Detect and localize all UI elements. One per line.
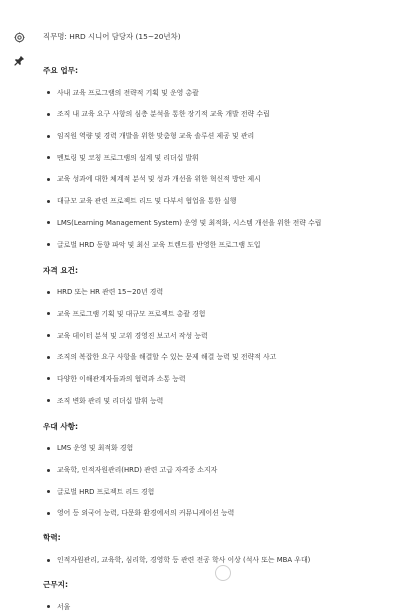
scroll-down-button[interactable] bbox=[215, 565, 231, 581]
section-heading: 우대 사항: bbox=[43, 421, 79, 431]
list-item: 글로벌 HRD 프로젝트 리드 경험 bbox=[43, 486, 403, 498]
list-item: 다양한 이해관계자들과의 협력과 소통 능력 bbox=[43, 373, 403, 385]
list-item: LMS(Learning Management System) 운영 및 최적화, 시스템 개선을 위한 전략 수립 bbox=[43, 217, 403, 229]
list-item: 영어 등 외국어 능력, 다문화 환경에서의 커뮤니케이션 능력 bbox=[43, 507, 403, 519]
section-heading: 자격 요건: bbox=[43, 265, 79, 275]
list-item: 임직원 역량 및 경력 개발을 위한 맞춤형 교육 솔루션 제공 및 관리 bbox=[43, 130, 403, 142]
list-item: 조직 변화 관리 및 리더십 발휘 능력 bbox=[43, 395, 403, 407]
list-item: 대규모 교육 관련 프로젝트 리드 및 다부서 협업을 통한 실행 bbox=[43, 195, 403, 207]
list-item: LMS 운영 및 최적화 경험 bbox=[43, 442, 403, 454]
list-item: 교육 데이터 분석 및 고위 경영진 보고서 작성 능력 bbox=[43, 330, 403, 342]
list-item: 교육학, 인적자원관리(HRD) 관련 고급 자격증 소지자 bbox=[43, 464, 403, 476]
list-item: 조직 내 교육 요구 사항의 심층 분석을 통한 장기적 교육 개발 전략 수립 bbox=[43, 108, 403, 120]
list-item: 인적자원관리, 교육학, 심리학, 경영학 등 관련 전공 학사 이상 (석사 또는 MBA 우대) bbox=[43, 554, 403, 566]
job-title-line: 직무명: HRD 시니어 담당자 (15~20년차) bbox=[43, 32, 181, 41]
job-description bbox=[43, 31, 403, 613]
section-item-list bbox=[43, 87, 403, 251]
section-heading: 학력: bbox=[43, 533, 61, 543]
section-heading: 주요 업무: bbox=[43, 66, 79, 75]
list-item: 사내 교육 프로그램의 전략적 기획 및 운영 총괄 bbox=[43, 87, 403, 99]
list-item: HRD 또는 HR 관련 15~20년 경력 bbox=[43, 286, 403, 298]
section-item-list bbox=[43, 286, 403, 406]
gear-icon bbox=[13, 31, 25, 43]
section-item-list bbox=[43, 442, 403, 519]
list-item: 교육 성과에 대한 체계적 분석 및 성과 개선을 위한 혁신적 방안 제시 bbox=[43, 173, 403, 185]
list-item: 글로벌 HRD 동향 파악 및 최신 교육 트렌드를 반영한 프로그램 도입 bbox=[43, 239, 403, 251]
list-item: 조직의 복잡한 요구 사항을 해결할 수 있는 문제 해결 능력 및 전략적 사고 bbox=[43, 351, 403, 363]
list-item: 교육 프로그램 기획 및 대규모 프로젝트 총괄 경험 bbox=[43, 308, 403, 320]
list-item: 서울 bbox=[43, 601, 403, 613]
section-item-list bbox=[43, 601, 403, 613]
section-heading: 근무지: bbox=[43, 580, 69, 590]
list-item: 멘토링 및 코칭 프로그램의 설계 및 리더십 발휘 bbox=[43, 152, 403, 164]
pin-icon bbox=[13, 54, 25, 66]
